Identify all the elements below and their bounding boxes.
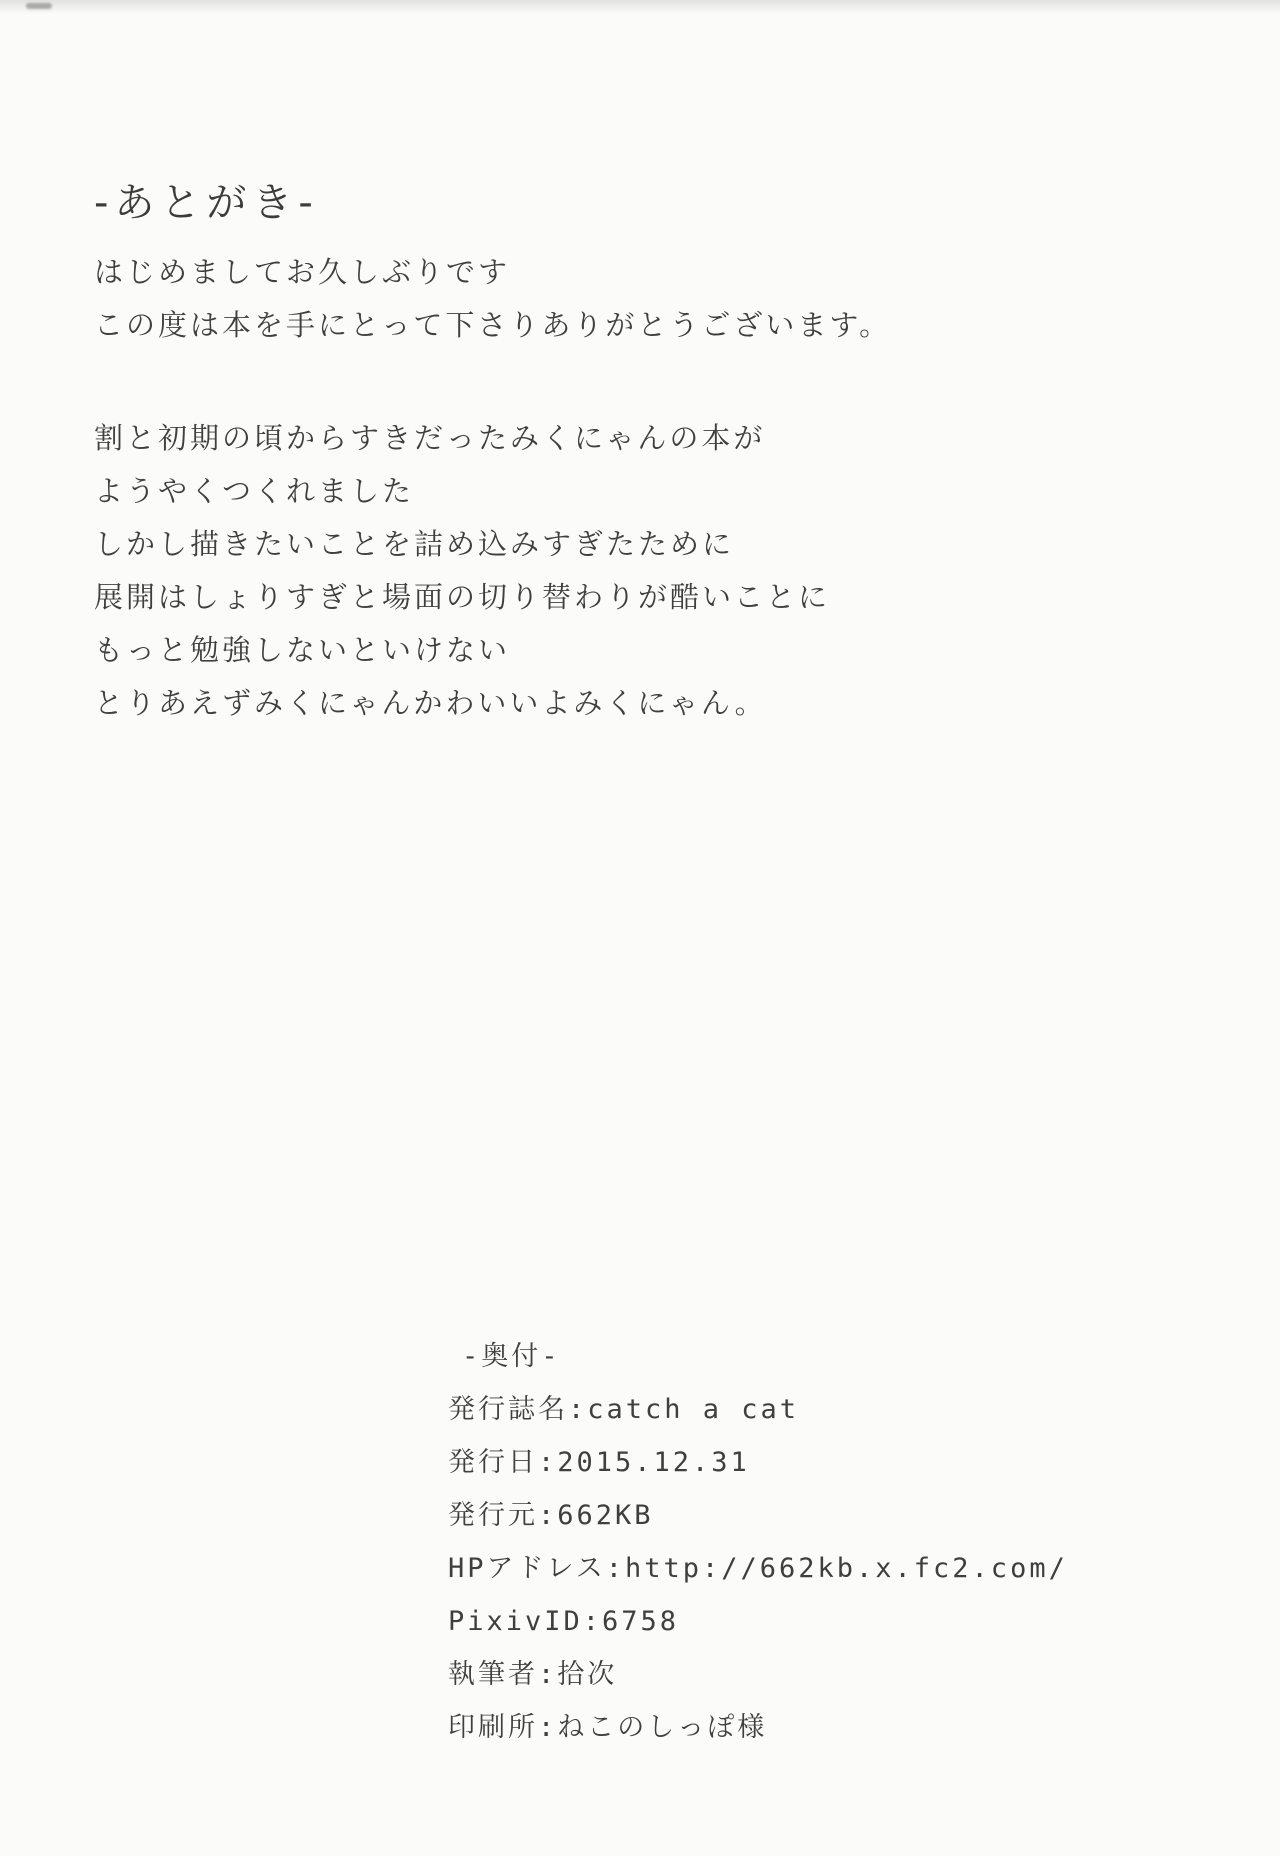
colophon-line-publication-name: 発行誌名:catch a cat [448,1394,800,1425]
scan-edge-artifact [0,0,1280,14]
colophon-line-printer: 印刷所:ねこのしっぽ様 [448,1712,768,1743]
colophon-line-pixiv-id: PixivID:6758 [448,1606,680,1637]
afterword-title: -あとがき- [94,179,319,226]
colophon-line-publisher: 発行元:662KB [448,1500,654,1531]
afterword-paragraph-1 [94,246,891,352]
scan-speck-artifact [26,3,52,9]
afterword-line: 展開はしょりすぎと場面の切り替わりが酷いことに [94,580,831,614]
colophon-block [448,1330,1068,1754]
afterword-line: もっと勉強しないといけない [94,633,511,667]
afterword-line: とりあえずみくにゃんかわいいよみくにゃん。 [94,686,767,720]
colophon-line-publication-date: 発行日:2015.12.31 [448,1447,750,1478]
colophon-line-author: 執筆者:拾次 [448,1659,618,1690]
afterword-line: はじめましてお久しぶりです [94,255,511,289]
afterword-line: ようやくつくれました [94,474,415,508]
colophon-line-homepage-url: HPアドレス:http://662kb.x.fc2.com/ [448,1553,1068,1584]
afterword-line: しかし描きたいことを詰め込みすぎたために [94,527,735,561]
afterword-line: 割と初期の頃からすきだったみくにゃんの本が [94,421,766,455]
colophon-title: -奥付- [462,1341,561,1372]
afterword-paragraph-2 [94,412,830,730]
afterword-line: この度は本を手にとって下さりありがとうございます。 [94,308,892,342]
